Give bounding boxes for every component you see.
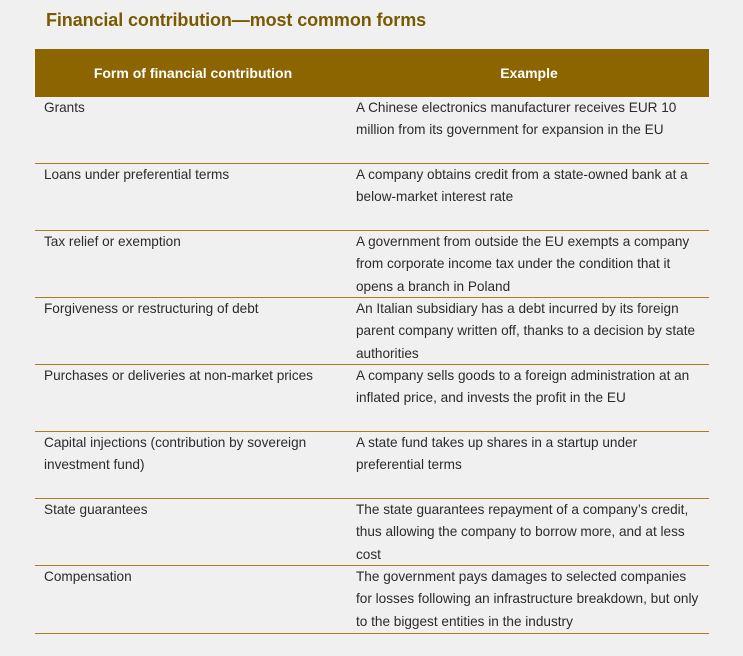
form-cell: State guarantees — [44, 502, 148, 517]
example-cell: A Chinese electronics manufacturer receives EUR 10 million from its government for expansion in the EU — [356, 100, 677, 138]
form-cell: Capital injections (contribution by sovereign investment fund) — [44, 435, 307, 473]
form-cell: Purchases or deliveries at non-market prices — [44, 368, 313, 383]
example-cell: The government pays damages to selected companies for losses following an infrastructure breakdown, but only to the biggest entities in the industry — [356, 569, 699, 629]
form-cell: Loans under preferential terms — [44, 167, 230, 182]
example-cell: A government from outside the EU exempts a company from corporate income tax under the condition that it opens a branch in Poland — [356, 234, 690, 294]
form-cell: Grants — [44, 100, 85, 115]
table-header — [35, 49, 709, 97]
form-cell: Forgiveness or restructuring of debt — [44, 301, 259, 316]
table-row — [35, 499, 709, 566]
example-cell: A company obtains credit from a state-owned bank at a below-market interest rate — [356, 167, 688, 205]
form-cell: Tax relief or exemption — [44, 234, 181, 249]
table-row — [35, 566, 709, 634]
table-row — [35, 432, 709, 499]
page-title: Financial contribution—most common forms — [46, 10, 427, 30]
example-cell: An Italian subsidiary has a debt incurred by its foreign parent company written off, thanks to a decision by state authorities — [356, 301, 696, 361]
example-cell: A company sells goods to a foreign administration at an inflated price, and invests the profit in the EU — [356, 368, 690, 406]
table-row — [35, 164, 709, 231]
column-header-form: Form of financial contribution — [93, 65, 293, 81]
table-row — [35, 298, 709, 365]
form-cell: Compensation — [44, 569, 132, 584]
example-cell: The state guarantees repayment of a company’s credit, thus allowing the company to borrow more, and at less cost — [356, 502, 689, 562]
table-row — [35, 365, 709, 432]
example-cell: A state fund takes up shares in a startup under preferential terms — [356, 435, 638, 473]
table-row — [35, 97, 709, 164]
financial-contribution-table — [35, 49, 709, 634]
table-row — [35, 231, 709, 298]
column-header-example: Example — [500, 65, 558, 81]
